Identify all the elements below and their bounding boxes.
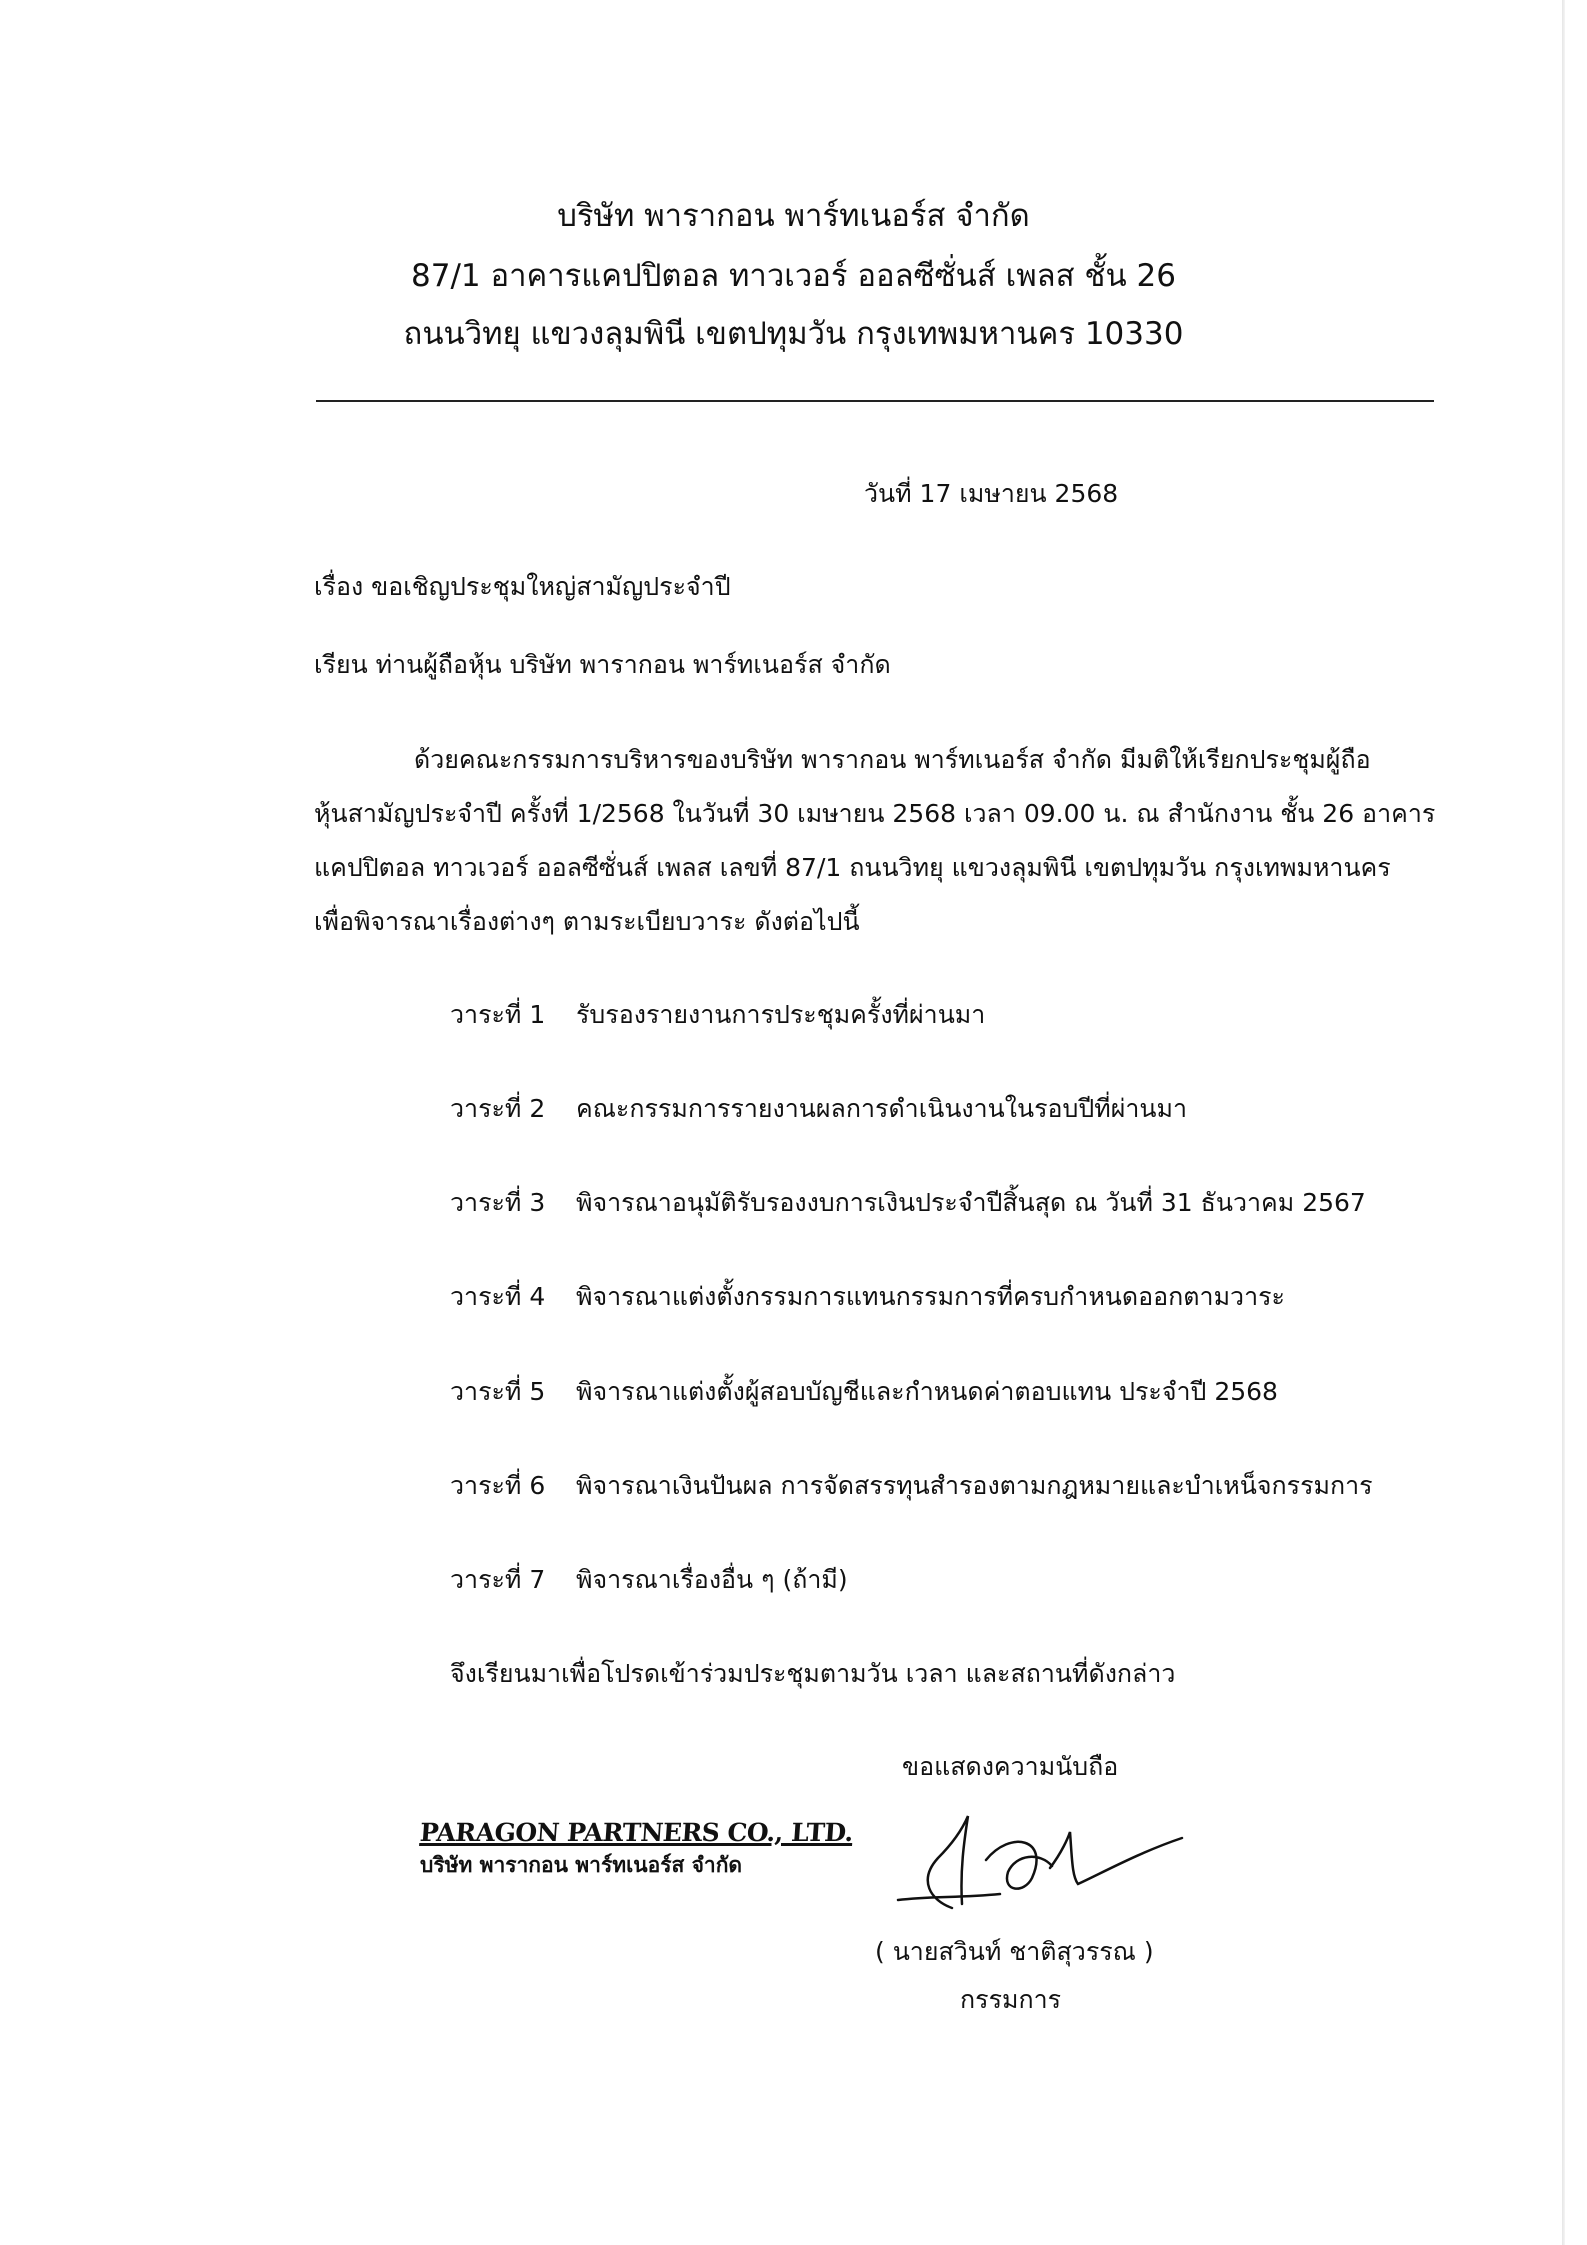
agenda-number: วาระที่ 1 xyxy=(450,1000,546,1029)
agenda-number: วาระที่ 2 xyxy=(450,1094,546,1123)
agenda-item xyxy=(450,1089,1187,1129)
body-line-3: แคปปิตอล ทาวเวอร์ ออลซีซั่นส์ เพลส เลขที่ 87/1 ถนนวิทยุ แขวงลุมพินี เขตปทุมวัน กรุงเทพมหานคร xyxy=(314,853,1391,882)
agenda-text: พิจารณาเงินปันผล การจัดสรรทุนสำรองตามกฎหมายและบำเหน็จกรรมการ xyxy=(576,1471,1373,1500)
agenda-item xyxy=(450,1277,1285,1317)
stamp-thai-name: บริษัท พารากอน พาร์ทเนอร์ส จำกัด xyxy=(420,1853,743,1877)
company-name: บริษัท พารากอน พาร์ทเนอร์ส จำกัด xyxy=(557,198,1030,234)
agenda-text: รับรองรายงานการประชุมครั้งที่ผ่านมา xyxy=(576,1000,986,1029)
letter-subject: เรื่อง ขอเชิญประชุมใหญ่สามัญประจำปี xyxy=(314,572,731,601)
letterhead-divider xyxy=(316,400,1434,402)
agenda-text: คณะกรรมการรายงานผลการดำเนินงานในรอบปีที่ผ่านมา xyxy=(576,1094,1188,1123)
letter-recipient: เรียน ท่านผู้ถือหุ้น บริษัท พารากอน พาร์ทเนอร์ส จำกัด xyxy=(314,650,891,679)
body-line-2: หุ้นสามัญประจำปี ครั้งที่ 1/2568 ในวันที่ 30 เมษายน 2568 เวลา 09.00 น. ณ สำนักงาน ชั้น 26 อาคาร xyxy=(314,799,1436,828)
agenda-item xyxy=(450,1560,848,1600)
agenda-text: พิจารณาแต่งตั้งผู้สอบบัญชีและกำหนดค่าตอบแทน ประจำปี 2568 xyxy=(576,1377,1278,1406)
agenda-item xyxy=(450,1372,1278,1412)
agenda-number: วาระที่ 4 xyxy=(450,1282,546,1311)
agenda-number: วาระที่ 3 xyxy=(450,1188,546,1217)
agenda-item xyxy=(450,995,985,1035)
agenda-item xyxy=(450,1466,1373,1506)
signatory-title: กรรมการ xyxy=(960,1985,1062,2014)
company-address-line1: 87/1 อาคารแคปปิตอล ทาวเวอร์ ออลซีซั่นส์ เพลส ชั้น 26 xyxy=(411,258,1176,294)
agenda-number: วาระที่ 7 xyxy=(450,1565,546,1594)
letter-date: วันที่ 17 เมษายน 2568 xyxy=(864,479,1119,508)
agenda-number: วาระที่ 6 xyxy=(450,1471,546,1500)
signatory-name: ( นายสวินท์ ชาติสุวรรณ ) xyxy=(875,1937,1154,1966)
agenda-number: วาระที่ 5 xyxy=(450,1377,546,1406)
closing-sentence: จึงเรียนมาเพื่อโปรดเข้าร่วมประชุมตามวัน เวลา และสถานที่ดังกล่าว xyxy=(450,1659,1176,1688)
agenda-text: พิจารณาแต่งตั้งกรรมการแทนกรรมการที่ครบกำหนดออกตามวาระ xyxy=(576,1282,1285,1311)
closing-regards: ขอแสดงความนับถือ xyxy=(902,1752,1119,1781)
agenda-text: พิจารณาเรื่องอื่น ๆ (ถ้ามี) xyxy=(576,1565,848,1594)
body-line-4: เพื่อพิจารณาเรื่องต่างๆ ตามระเบียบวาระ ดังต่อไปนี้ xyxy=(314,907,860,936)
company-address-line2: ถนนวิทยุ แขวงลุมพินี เขตปทุมวัน กรุงเทพมหานคร 10330 xyxy=(403,316,1184,352)
handwritten-signature xyxy=(890,1808,1190,1918)
body-line-1: ด้วยคณะกรรมการบริหารของบริษัท พารากอน พาร์ทเนอร์ส จำกัด มีมติให้เรียกประชุมผู้ถือ xyxy=(414,745,1371,774)
stamp-english-name: PARAGON PARTNERS CO., LTD. xyxy=(418,1818,854,1847)
agenda-text: พิจารณาอนุมัติรับรองงบการเงินประจำปีสิ้นสุด ณ วันที่ 31 ธันวาคม 2567 xyxy=(576,1188,1366,1217)
company-stamp xyxy=(418,1818,854,1882)
agenda-item xyxy=(450,1183,1366,1223)
